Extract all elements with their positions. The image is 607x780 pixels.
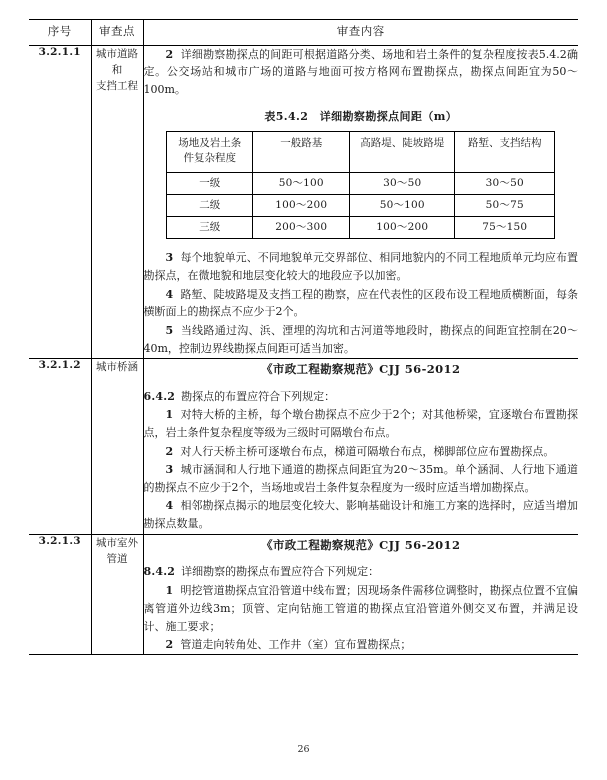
inner-table-row xyxy=(167,172,555,194)
content-paragraph xyxy=(144,443,579,461)
paragraph-text: 管道走向转角处、工作井（室）宜布置勘探点； xyxy=(180,638,412,652)
content-paragraph xyxy=(144,46,579,100)
row-point-cell xyxy=(91,359,143,535)
inner-cell-value: 50～100 xyxy=(253,172,350,194)
spacing-spec-table xyxy=(166,131,555,239)
paragraph-text: 对特大桥的主桥，每个墩台勘探点不应少于2个；对其他桥梁，宜逐墩台布置勘探点，岩土条件复杂程度等级为三级时可隔墩台布点。 xyxy=(143,408,579,440)
row-point-line: 和 xyxy=(111,63,123,76)
paragraph-text: 路堑、陡坡路堤及支挡工程的勘察，应在代表性的区段布设工程地质横断面，每条横断面上的勘探点不应少于2个。 xyxy=(143,287,579,319)
paragraph-text: 城市涵洞和人行地下通道的勘探点间距宜为20～35m。单个涵洞、人行地下通道的勘探点不应少于2个，当场地或岩土条件复杂程度为一级时应适当增加勘探点。 xyxy=(143,463,578,494)
inner-cell-grade: 二级 xyxy=(167,194,253,216)
paragraph-number: 2 xyxy=(165,638,174,652)
paragraph-number: 3 xyxy=(165,251,174,265)
inner-table-row xyxy=(167,194,555,216)
table-row xyxy=(29,534,578,655)
row-point-line: 城市道路 xyxy=(96,47,138,60)
inner-header-line: 场地及岩土条 xyxy=(178,137,242,150)
content-paragraph xyxy=(144,322,579,358)
clause-number: 6.4.2 xyxy=(143,389,176,403)
paragraph-number: 2 xyxy=(165,47,174,61)
column-header-content: 审查内容 xyxy=(143,20,578,46)
paragraph-number: 1 xyxy=(165,583,174,597)
table-header-row xyxy=(29,20,578,46)
table-row xyxy=(29,45,578,359)
row-number-cell xyxy=(29,534,91,655)
content-paragraph xyxy=(144,461,579,497)
paragraph-number: 1 xyxy=(165,408,174,422)
paragraph-text: 对人行天桥主桥可逐墩台布点，梯道可隔墩台布点，梯脚部位应布置勘探点。 xyxy=(180,444,555,458)
row-content-cell xyxy=(143,45,578,359)
inner-table-header-row xyxy=(167,132,555,172)
paragraph-text: 每个地貌单元、不同地貌单元交界部位、相同地貌内的不同工程地质单元均应布置勘探点，在微地貌和地层变化较大的地段应予以加密。 xyxy=(143,251,579,283)
paragraph-number: 5 xyxy=(165,323,174,337)
content-paragraph xyxy=(144,406,579,442)
inner-cell-value: 30～50 xyxy=(455,172,555,194)
clause-text: 详细勘察的勘探点布置应符合下列规定： xyxy=(181,565,380,579)
paragraph-text: 详细勘察勘探点的间距可根据道路分类、场地和岩土条件的复杂程度按表5.4.2确定。公交场站和城市广场的道路与地面可按方格网布置勘探点，勘探点间距宜为50～100m。 xyxy=(143,47,578,97)
inner-column-header-cutting: 路堑、支挡结构 xyxy=(455,132,555,172)
table-row xyxy=(29,359,578,535)
standard-title xyxy=(144,536,579,555)
standard-code: CJJ 56-2012 xyxy=(379,362,461,377)
paragraph-text: 明挖管道勘探点宜沿管道中线布置；因现场条件需移位调整时，勘探点位置不宜偏离管道外边线3m；顶管、定向钻施工管道的勘探点宜沿管道外侧交叉布置，并满足设计、施工要求； xyxy=(143,583,579,633)
inner-cell-value: 100～200 xyxy=(350,216,455,238)
content-paragraph xyxy=(144,249,579,285)
inner-column-header-embankment: 高路堤、陡坡路堤 xyxy=(350,132,455,172)
inner-table-caption: 表5.4.2 详细勘察勘探点间距（m） xyxy=(264,110,458,124)
row-number: 3.2.1.2 xyxy=(38,359,81,372)
inner-cell-value: 100～200 xyxy=(253,194,350,216)
inner-cell-value: 200～300 xyxy=(253,216,350,238)
row-point-line: 管道 xyxy=(106,552,128,565)
standard-title xyxy=(144,360,579,379)
row-point-cell xyxy=(91,45,143,359)
row-content-cell xyxy=(143,359,578,535)
row-number-cell xyxy=(29,45,91,359)
row-number-cell xyxy=(29,359,91,535)
paragraph-number: 2 xyxy=(165,444,174,458)
standard-code: CJJ 56-2012 xyxy=(379,537,461,552)
paragraph-number: 4 xyxy=(165,499,174,513)
paragraph-number: 4 xyxy=(165,287,174,301)
clause-number: 8.4.2 xyxy=(143,565,176,579)
row-number: 3.2.1.3 xyxy=(38,534,81,547)
inner-cell-grade: 三级 xyxy=(167,216,253,238)
row-point-line: 支挡工程 xyxy=(96,80,138,93)
inner-cell-value: 50～75 xyxy=(455,194,555,216)
inner-column-header-subgrade: 一般路基 xyxy=(253,132,350,172)
standard-name: 《市政工程勘察规范》 xyxy=(261,362,380,377)
inner-cell-grade: 一级 xyxy=(167,172,253,194)
content-paragraph xyxy=(144,286,579,322)
clause-heading xyxy=(144,563,579,581)
paragraph-text: 相邻勘探点揭示的地层变化较大、影响基础设计和施工方案的选择时，应适当增加勘探点数量。 xyxy=(143,499,579,531)
inner-column-header-condition xyxy=(167,132,253,172)
content-paragraph xyxy=(144,582,579,636)
inner-cell-value: 30～50 xyxy=(350,172,455,194)
inner-cell-value: 50～100 xyxy=(350,194,455,216)
content-paragraph xyxy=(144,497,579,533)
row-content-cell xyxy=(143,534,578,655)
clause-heading xyxy=(144,388,579,406)
clause-text: 勘探点的布置应符合下列规定： xyxy=(181,389,336,403)
row-point-cell xyxy=(91,534,143,655)
row-number: 3.2.1.1 xyxy=(38,45,81,58)
paragraph-text: 当线路通过沟、浜、湮埋的沟坑和古河道等地段时，勘探点的间距宜控制在20～40m，控制边界线勘探点间距可适当加密。 xyxy=(143,323,578,355)
inner-header-line: 件复杂程度 xyxy=(183,152,236,165)
inner-table-row xyxy=(167,216,555,238)
column-header-point: 审查点 xyxy=(91,20,143,46)
content-paragraph xyxy=(144,636,579,654)
row-point-line: 城市桥涵 xyxy=(96,361,138,374)
review-table xyxy=(29,19,578,655)
standard-name: 《市政工程勘察规范》 xyxy=(261,537,380,552)
row-point-line: 城市室外 xyxy=(96,536,138,549)
paragraph-number: 3 xyxy=(165,463,174,477)
column-header-no: 序号 xyxy=(29,20,91,46)
inner-cell-value: 75～150 xyxy=(455,216,555,238)
page-number: 26 xyxy=(297,744,310,755)
